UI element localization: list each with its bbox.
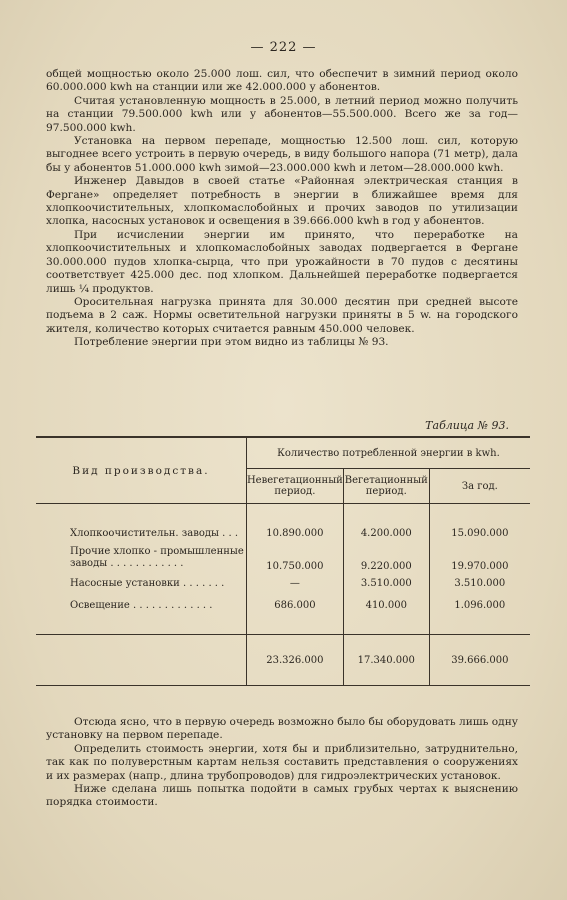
paragraph: При исчислении энергии им принято, что переработке на хлопкоочистительных и хлопкомаслобойных заводах подвергается в Фергане 30.000.000 пудов хлопка-сырца, что при урожайности в 70 пудов с десятины соответствует 425.000 дес. под хлопком. Дальнейшей переработке подвергается лишь ¼ продуктов.: [46, 228, 518, 295]
total-year: 39.666.000: [429, 635, 530, 686]
header-quantity: Количество потребленной энергии в kwh.: [246, 437, 530, 469]
cell-year: 15.090.000: [429, 522, 530, 544]
text-block-top: [46, 68, 518, 350]
header-year: За год.: [429, 469, 530, 504]
paragraph: Установка на первом перепаде, мощностью 12.500 лош. сил, которую выгоднее всего устроить в первую очередь, в виду большого напора (71 метр), дала бы у абонентов 51.000.000 kwh зимой—23.000.000 kwh и летом—28.000.000 kwh.: [46, 135, 518, 174]
cell-year: 19.970.000: [429, 544, 530, 572]
cell-nonveg: —: [246, 572, 343, 594]
totals-row: [36, 635, 530, 686]
paragraph: общей мощностью около 25.000 лош. сил, что обеспечит в зимний период около 60.000.000 kwh на станции или же 42.000.000 у абонентов.: [46, 68, 518, 94]
table-row: [36, 594, 530, 616]
page-number: — 222 —: [250, 40, 317, 55]
paragraph: Оросительная нагрузка принята для 30.000 десятин при средней высоте подъема в 2 саж. Нормы осветительной нагрузки приняты в 5 w. на городского жителя, количество которых считается равным 450.000 человек.: [46, 295, 518, 335]
header-kind: Вид производства.: [36, 437, 246, 504]
paragraph: Потребление энергии при этом видно из таблицы № 93.: [74, 336, 389, 349]
row-name: Хлопкоочистительн. заводы . . .: [70, 527, 239, 539]
header-nonveg: Невегетационный период.: [246, 469, 343, 504]
paragraph: Отсюда ясно, что в первую очередь возможно было бы оборудовать лишь одну установку на первом перепаде.: [46, 716, 518, 742]
cell-nonveg: 686.000: [246, 594, 343, 616]
row-name: Прочие хлопко - промышленные заводы . . . . . . . . . . . .: [70, 546, 244, 569]
paragraph: Ниже сделана лишь попытка подойти в самых грубых чертах к выяснению порядка стоимости.: [46, 783, 518, 809]
paragraph: Инженер Давыдов в своей статье «Районная электрическая станция в Фергане» определяет потребность в энергии в ближайшее время для хлопкоочистительных, хлопкомаслобойных и прочих заводов по утилизации хлопка, насосных установок и освещения в 39.666.000 kwh в год у абонентов.: [46, 175, 518, 228]
cell-veg: 4.200.000: [343, 522, 429, 544]
total-nonveg: 23.326.000: [246, 635, 343, 686]
header-veg: Вегетационный период.: [343, 469, 429, 504]
cell-veg: 3.510.000: [343, 572, 429, 594]
row-name: Насосные установки . . . . . . .: [70, 577, 225, 589]
paragraph: Считая установленную мощность в 25.000, в летний период можно получить на станции 79.500.000 kwh или у абонентов—55.500.000. Всего же за год—97.500.000 kwh.: [46, 94, 518, 134]
row-name: Освещение . . . . . . . . . . . . .: [70, 599, 213, 611]
cell-year: 1.096.000: [429, 594, 530, 616]
cell-nonveg: 10.890.000: [246, 522, 343, 544]
table-row: [36, 522, 530, 544]
total-veg: 17.340.000: [343, 635, 429, 686]
text-block-bottom: [46, 716, 518, 810]
table-row: [36, 572, 530, 594]
paragraph: Определить стоимость энергии, хотя бы и приблизительно, затруднительно, так как по полуверстным картам нельзя составить представления о сооружениях и их размерах (напр., длина трубопроводов) для гидроэлектрических установок.: [46, 742, 518, 782]
cell-veg: 9.220.000: [343, 544, 429, 572]
cell-year: 3.510.000: [429, 572, 530, 594]
table-caption: Таблица № 93.: [425, 419, 509, 432]
cell-nonveg: 10.750.000: [246, 544, 343, 572]
energy-table: [36, 436, 530, 686]
table-row: [36, 544, 530, 572]
cell-veg: 410.000: [343, 594, 429, 616]
